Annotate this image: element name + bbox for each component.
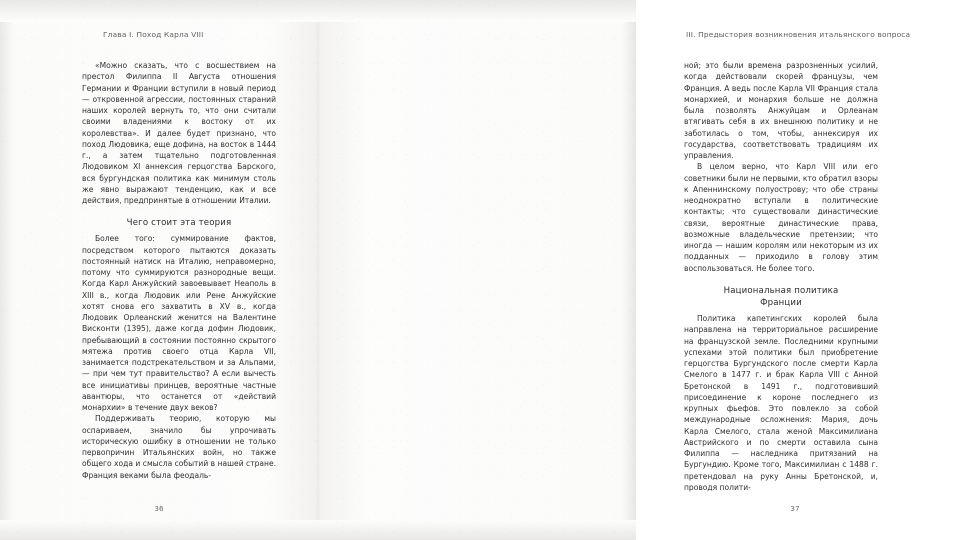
running-head-right: III. Предыстория возникновения итальянского вопроса [686, 30, 911, 39]
paragraph: ной; это были времена разрозненных усилий, когда действовали скорей французы, чем Франция. А ведь после Карла VII Франция стала монархией, и монархия больше не должна была позволять Анжуйцам и Орлеанам втягивать себя в их внешнюю политику и не заботилась о том, чтобы, аннексируя их государства, соответствовать традициям их управления. [684, 61, 878, 160]
left-page [0, 0, 318, 540]
page-number-right: 37 [790, 504, 800, 513]
paragraph: Поддерживать теорию, которую мы оспариваем, значило бы упрочивать историческую ошибку в отношении не только первопричин Итальянских войн, но также общего хода и смысла событий в нашей стране. Франция веками была феодаль- [82, 414, 276, 480]
left-column-text [82, 60, 276, 481]
section-heading-right [684, 285, 878, 309]
paragraph: Политика капетингских королей была направлена на территориальное расширение на французской земле. Последними крупными успехами этой политики был приобретение герцогства Бургундского после смерти Карла Смелого в 1477 г. и брак Карла VIII с Анной Бретонской в 1491 г., подготовивший присоединение к короне последнего из крупных фьефов. Это повлекло за собой международные осложнения: Мария, дочь Карла Смелого, стала женой Максимилиана Австрийского и по смерти оставила сына Филиппа — наследника притязаний на Бургундию. Кроме того, Максимилиан с 1488 г. претендовал на руку Анны Бретонской, и, проводя полити- [684, 314, 878, 492]
section-heading-line-1: Национальная политика [723, 285, 839, 296]
section-heading-left: Чего стоит эта теория [126, 218, 232, 229]
page-number-left: 36 [154, 504, 164, 513]
paragraph: В целом верно, что Карл VIII или его советники были не первыми, кто обратил взоры к Апеннинскому полуострову; что обе страны неоднократно вступали в политические контакты; что существовали династические связи, вероятные династические права, возможные владельческие претензии; что иногда — нашим королям или некоторым из их подданных — приходило в голову этим воспользоваться. Не более того. [684, 162, 878, 273]
paragraph: Более того: суммирование фактов, посредством которого пытаются доказать постоянный натиск на Италию, неправомерно, потому что суммируются разнородные вещи. Когда Карл Анжуйский завоевывает Неаполь в XIII в., когда Людовик или Рене Анжуйские хотят снова его захватить в XV в., когда Людовик Орлеанский женится на Валентине Висконти (1395), даже когда дофин Людовик, пребывающий в состоянии постоянно скрытого мятежа против своего отца Карла VII, занимается подстрекательством и за Альпами, — при чем тут правительство? А если вычесть все инициативы принцев, вероятные частные авантюры, что останется от «действий монархии» в течение двух веков? [82, 234, 276, 413]
running-head-left: Глава I. Поход Карла VIII [103, 30, 204, 39]
paragraph: «Можно сказать, что с восшествием на престол Филиппа II Августа отношения Германии и Франции вступили в новый период — откровенной агрессии, постоянных стараний наших королей вернуть то, что они считали своими владениями к востоку от их королевства». И далее будет признано, что поход Людовика, еще дофина, на восток в 1444 г., а затем тщательно подготовленная Людовиком XI аннексия герцогства Барского, вся бургундская политика как минимум столь же явно выражают тенденцию, как и все действия, предпринятые в отношении Италии. [82, 61, 276, 205]
section-heading-line-2: Франции [760, 297, 802, 308]
right-column-text [684, 60, 878, 493]
right-page [318, 0, 911, 540]
